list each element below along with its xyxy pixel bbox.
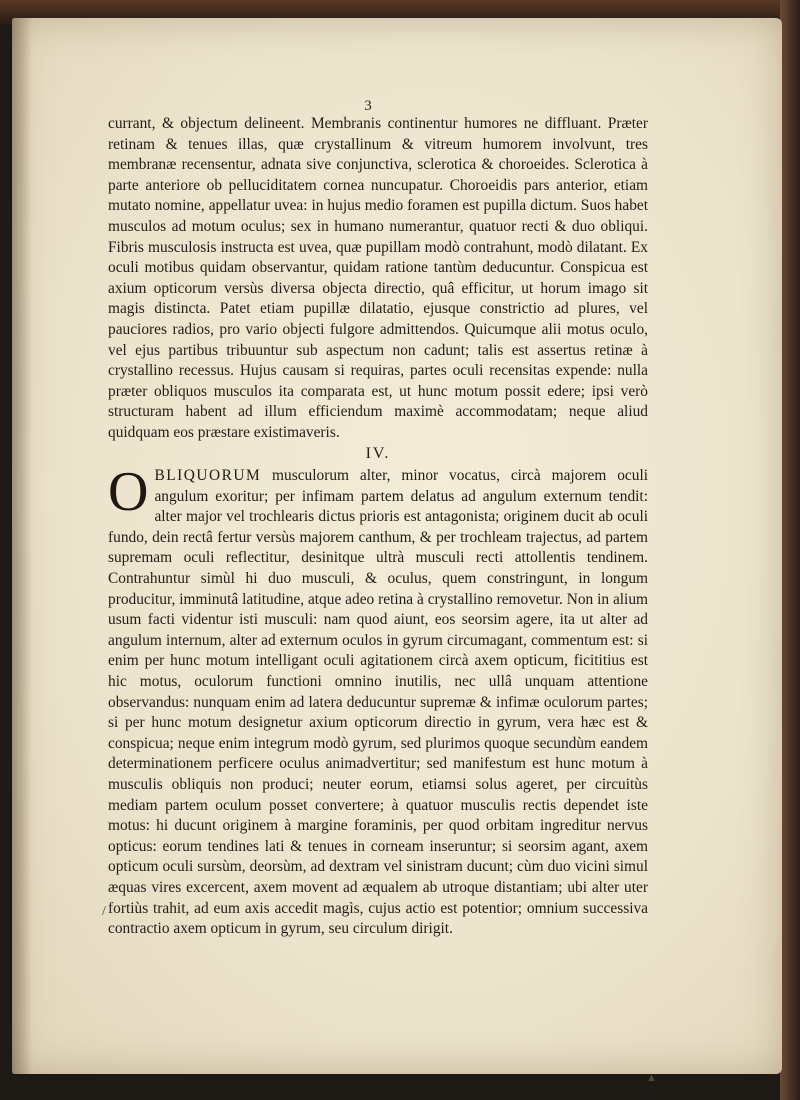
stray-ink-mark: /: [102, 904, 106, 919]
opening-words: BLIQUORUM: [154, 467, 262, 485]
drop-cap: O: [108, 461, 149, 524]
paragraph-1: currant, & objectum delineent. Membranis continentur humores ne diffluant. Præter retinam & tenues illas, quæ crystallinum & vitreum humorem involvunt, tres membranæ recensentur, adnata sive conjunctiva, sclerotica & choroeides. Sclerotica à parte anteriore ob pelluciditatem cornea nuncupatur. Choroeidis pars anterior, etiam mutato nomine, appellatur uvea: in hujus medio foramen est pupilla dictum. Suos habet musculos ad motum oculus; sex in humano numerantur, quatuor recti & duo obliqui. Fibris musculosis instructa est uvea, quæ pupillam modò contrahunt, modò dilatant. Ex oculi motibus quidam observantur, quidam ratione tantùm deducuntur. Conspicua est axium opticorum versùs diversa objecta directio, quâ efficitur, ut horum imago sit magis distincta. Patet etiam pupillæ dilatatio, ejusque constrictio ad plures, vel pauciores radios, pro vario objecti fulgore admittendos. Quicumque alii motus oculo, vel ejus partibus tribuuntur sub aspectum non cadunt; talis est assertus retinæ à crystallino recessus. Hujus causam si requiras, partes oculi recensitas expende: nulla præter obliquos musculos ita comparata est, ut hunc motum possit edere; ipsi verò structuram habent ad illum efficiendum maximè accommodatam; neque aliud quidquam eos præstare existimaveris.: [108, 115, 648, 441]
text-block: [108, 114, 648, 940]
paragraph-2: [108, 461, 648, 940]
section-heading: IV.: [365, 444, 391, 462]
paragraph-2-body: musculorum alter, minor vocatus, circà majorem oculi angulum exoritur; per infimam partem delatus ad angulum externum tendit: alter major vel trochlearis dictus prioris est antagonista; originem ducit ab oculi fundo, dein rectâ fertur versùs majorem canthum, & per trochleam trajectus, ad partem supremam oculi reflectitur, desinitque ultrà musculi recti attollentis tendinem. Contrahuntur simùl hi duo musculi, & oculus, quem constringunt, in longum producitur, imminutâ latitudine, atque adeo retina à crystallino removetur. Non in alium usum facti videntur isti musculi: nam quod aiunt, eos seorsim agere, ita ut alter ad angulum internum, alter ad externum oculos in gyrum circumagant, commentum est: si enim per hunc motum intelligant oculi agitationem circà axem opticum, ficititius est hic motus, oculorum functioni omnino inutilis, nec ullâ unquam attentione observandus: nunquam enim ad latera deducuntur supremæ & infimæ oculorum partes; si per hunc motum designetur axium opticorum directio in gyrum, vera hæc est & conspicua; neque enim integrum modò gyrum, sed plurimos quoque secundùm eandem determinationem perficere oculus animadvertitur; sed manifestum est hunc motum à musculis obliquis non produci; neuter eorum, etiamsi solus ageret, per circuitùs mediam partem oculum posset convertere; à quatuor musculis rectis dependet iste motus: hi ducunt originem à margine foraminis, per quod orbitam ingreditur nervus opticus: eorum tendines lati & tenues in corneam inseruntur; si seorsim agant, axem opticum oculi sursùm, deorsùm, ad dextram vel sinistram ducunt; cùm duo vicini simul æquas vires excercent, axem movent ad æqualem ab utroque distantiam; ubi alter uter fortiùs trahit, ad eum axis accedit magìs, cujus actio est potentior; omnium successiva contractio axem opticum in gyrum, seu circulum dirigit.: [108, 467, 648, 938]
corner-mark: ▲: [646, 1072, 657, 1084]
book-cover-right-edge: [780, 0, 800, 1100]
page-number: 3: [364, 98, 372, 114]
gutter-shadow: [12, 18, 32, 1074]
